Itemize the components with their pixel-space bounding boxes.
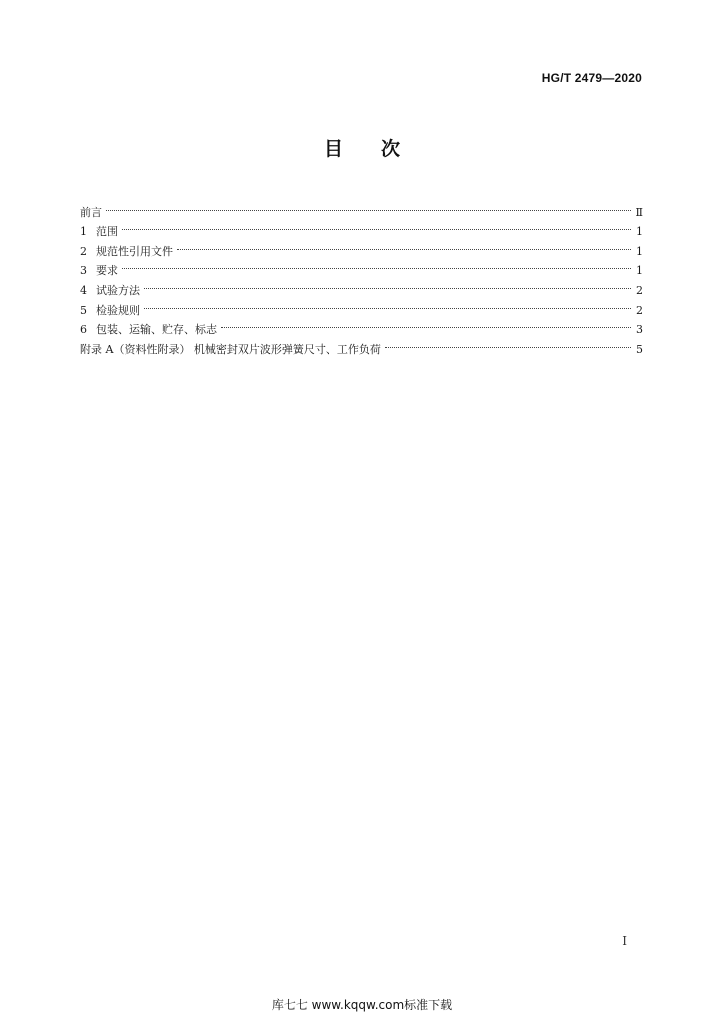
document-code: HG/T 2479—2020 xyxy=(541,71,642,85)
toc-entry-title: 附录 A（资料性附录） 机械密封双片波形弹簧尺寸、工作负荷 xyxy=(80,342,381,356)
toc-entry-page: 1 xyxy=(636,244,643,258)
toc-leader-dots xyxy=(177,235,631,255)
toc-entry-label xyxy=(80,301,144,321)
toc-entry-label xyxy=(80,203,106,223)
page-number: I xyxy=(622,934,627,948)
toc-leader-dots xyxy=(385,333,631,353)
toc-leader-dots xyxy=(122,216,631,236)
toc-entry[interactable] xyxy=(80,216,643,239)
toc-entry[interactable] xyxy=(80,294,643,317)
title-part-1: 目 xyxy=(323,138,343,160)
toc-entry-label xyxy=(80,222,122,242)
toc-entry[interactable] xyxy=(80,274,643,297)
toc-entry-title: 检验规则 xyxy=(96,303,140,317)
toc-leader-dots xyxy=(221,314,631,334)
toc-entry[interactable] xyxy=(80,196,643,219)
toc-entry-title: 试验方法 xyxy=(96,283,140,297)
toc-entry-number: 1 xyxy=(80,225,87,239)
toc-entry-number: 4 xyxy=(80,283,87,297)
toc-entry-number: 2 xyxy=(80,244,87,258)
table-of-contents xyxy=(80,196,643,356)
toc-entry[interactable] xyxy=(80,255,643,278)
toc-entry-number: 3 xyxy=(80,264,87,278)
toc-entry-label xyxy=(80,340,385,360)
toc-entry-title: 规范性引用文件 xyxy=(96,244,173,258)
toc-entry-page: Ⅱ xyxy=(635,205,643,219)
toc-entry-title: 要求 xyxy=(96,264,118,278)
toc-leader-dots xyxy=(144,294,631,314)
toc-entry-label xyxy=(80,261,122,281)
toc-entry-page: 1 xyxy=(636,264,643,278)
watermark-text: 库七七 www.kqqw.com标准下载 xyxy=(271,998,453,1012)
toc-entry-title: 范围 xyxy=(96,225,118,239)
toc-entry-title: 前言 xyxy=(80,205,102,219)
toc-entry-title: 包装、运输、贮存、标志 xyxy=(96,323,217,337)
toc-entry-page: 2 xyxy=(636,303,643,317)
toc-entry-number: 5 xyxy=(80,303,87,317)
toc-entry-page: 1 xyxy=(636,225,643,239)
page-title xyxy=(0,134,724,161)
title-part-2: 次 xyxy=(381,138,401,160)
toc-leader-dots xyxy=(144,274,631,294)
toc-entry-number: 6 xyxy=(80,323,87,337)
toc-leader-dots xyxy=(106,196,631,216)
toc-entry[interactable] xyxy=(80,235,643,258)
toc-entry[interactable] xyxy=(80,314,643,337)
toc-entry-page: 5 xyxy=(636,342,643,356)
toc-entry-page: 3 xyxy=(636,323,643,337)
toc-entry-page: 2 xyxy=(636,283,643,297)
toc-entry-label xyxy=(80,320,221,340)
toc-entry-label xyxy=(80,281,144,301)
toc-leader-dots xyxy=(122,255,631,275)
